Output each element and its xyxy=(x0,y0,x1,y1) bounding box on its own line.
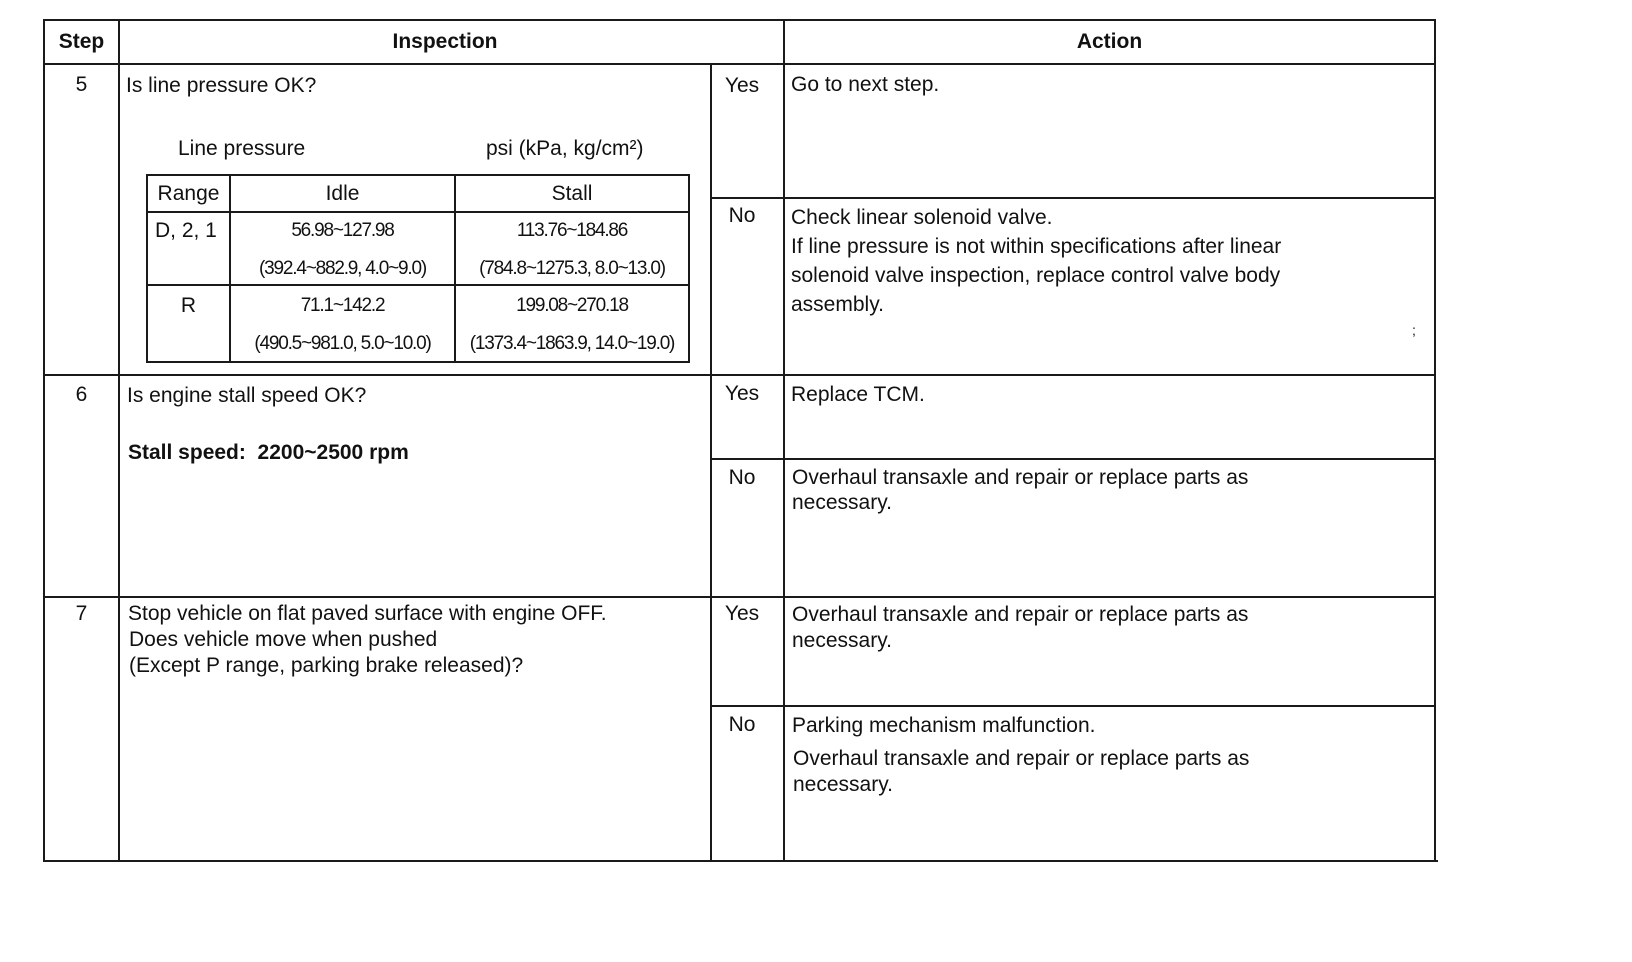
no-action-line-2: Overhaul transaxle and repair or replace parts as xyxy=(793,747,1250,770)
rule-step6-yesno xyxy=(710,458,1436,460)
rule-step5-bottom xyxy=(43,374,1436,376)
rule-step7-yesno xyxy=(710,705,1436,707)
spec-range-d21: D, 2, 1 xyxy=(155,219,217,242)
no-action-line-1: Check linear solenoid valve. xyxy=(791,206,1053,229)
spec-idle-d21: 56.98~127.98 xyxy=(291,220,394,241)
stray-mark: ; xyxy=(1412,322,1416,338)
no-label: No xyxy=(728,466,756,489)
yes-label: Yes xyxy=(724,382,760,405)
inspection-question: Is engine stall speed OK? xyxy=(127,384,367,407)
step-number: 7 xyxy=(75,602,88,625)
no-label: No xyxy=(728,713,756,736)
spec-units: psi (kPa, kg/cm²) xyxy=(486,137,644,160)
rule-step6-bottom xyxy=(43,596,1436,598)
spec-idle-metric-d21: (392.4~882.9, 4.0~9.0) xyxy=(259,258,426,279)
no-action-line-3: necessary. xyxy=(793,773,893,796)
spec-rule-top xyxy=(146,174,690,176)
spec-header-stall: Stall xyxy=(551,182,593,205)
step-number: 5 xyxy=(75,73,88,96)
yes-action: Replace TCM. xyxy=(791,383,925,406)
rule-step-col xyxy=(118,19,120,862)
spec-stall-metric-d21: (784.8~1275.3, 8.0~13.0) xyxy=(479,258,665,279)
inspection-question: Is line pressure OK? xyxy=(126,74,317,97)
spec-range-r: R xyxy=(180,294,197,317)
yes-label: Yes xyxy=(724,74,760,97)
rule-yesno-col xyxy=(710,63,712,862)
rule-step5-yesno xyxy=(710,197,1436,199)
no-action-line-1: Overhaul transaxle and repair or replace parts as xyxy=(792,466,1249,489)
stall-speed-spec: Stall speed: 2200~2500 rpm xyxy=(128,441,409,464)
rule-left xyxy=(43,19,45,862)
spec-stall-metric-r: (1373.4~1863.9, 14.0~19.0) xyxy=(469,333,675,354)
rule-header-bottom xyxy=(43,63,1436,65)
spec-header-range: Range xyxy=(157,182,220,205)
yes-label: Yes xyxy=(724,602,760,625)
rule-action-col xyxy=(783,19,785,862)
spec-rule-bottom xyxy=(146,361,690,363)
spec-rule-right xyxy=(688,174,690,363)
no-action-line-2: necessary. xyxy=(792,491,892,514)
yes-action-line-1: Overhaul transaxle and repair or replace parts as xyxy=(792,603,1249,626)
spec-header-idle: Idle xyxy=(325,182,360,205)
no-action-line-1: Parking mechanism malfunction. xyxy=(792,714,1096,737)
yes-action-line-2: necessary. xyxy=(792,629,892,652)
no-action-line-3: solenoid valve inspection, replace control valve body xyxy=(791,264,1281,287)
no-label: No xyxy=(728,204,756,227)
spec-stall-d21: 113.76~184.86 xyxy=(516,220,628,241)
rule-right xyxy=(1434,19,1436,862)
spec-idle-metric-r: (490.5~981.0, 5.0~10.0) xyxy=(254,333,431,354)
yes-action: Go to next step. xyxy=(791,73,940,96)
step-number: 6 xyxy=(75,383,88,406)
spec-rule-header xyxy=(146,211,690,213)
header-action: Action xyxy=(1076,30,1143,53)
spec-title: Line pressure xyxy=(178,137,306,160)
inspection-question-line-2: Does vehicle move when pushed xyxy=(129,628,438,651)
no-action-line-4: assembly. xyxy=(791,293,884,316)
spec-idle-r: 71.1~142.2 xyxy=(300,295,385,316)
rule-top xyxy=(43,19,1436,21)
inspection-question-line-1: Stop vehicle on flat paved surface with engine OFF. xyxy=(128,602,607,625)
spec-rule-mid xyxy=(146,284,690,286)
no-action-line-2: If line pressure is not within specifications after linear xyxy=(791,235,1282,258)
inspection-question-line-3: (Except P range, parking brake released)? xyxy=(129,654,524,677)
rule-bottom xyxy=(43,860,1438,862)
header-step: Step xyxy=(58,30,105,53)
header-inspection: Inspection xyxy=(392,30,498,53)
spec-stall-r: 199.08~270.18 xyxy=(516,295,628,316)
